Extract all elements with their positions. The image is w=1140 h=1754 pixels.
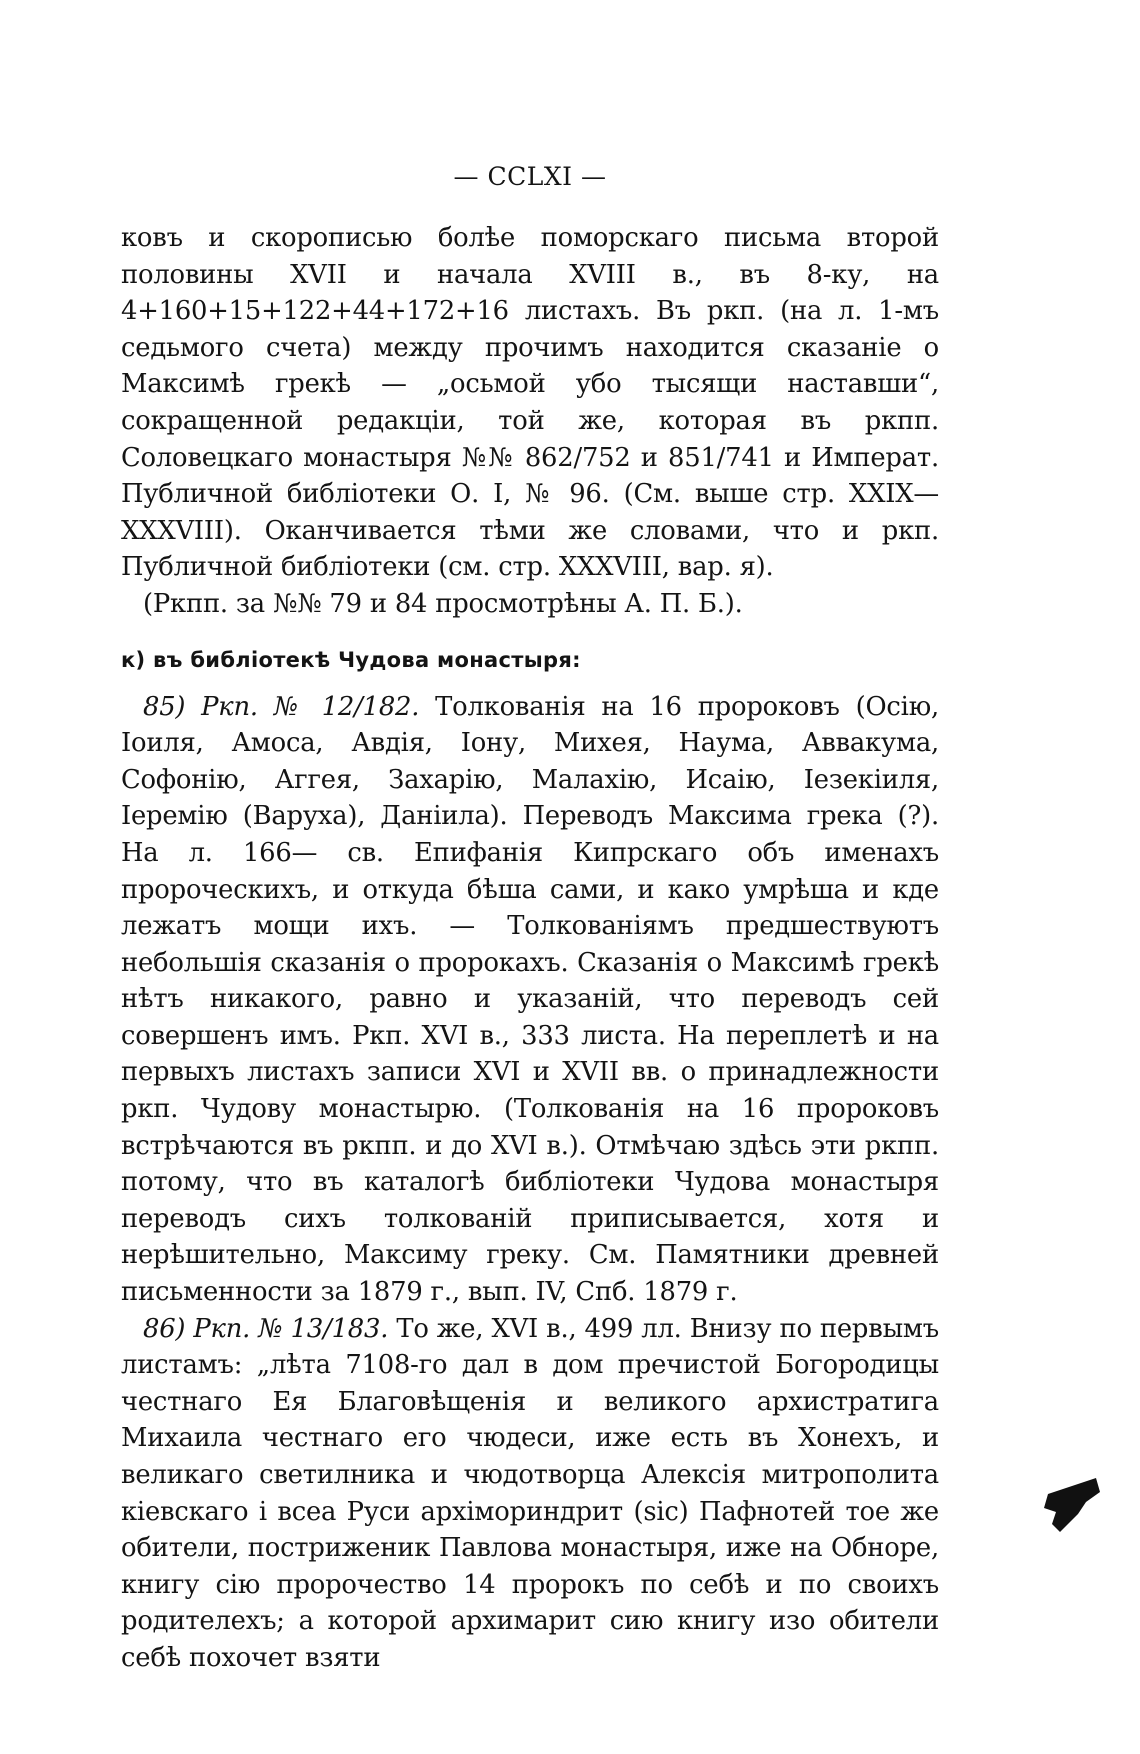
entry-86-text: То же, XVI в., 499 лл. Внизу по первымъ листамъ: „лѣта 7108-го дал в дом пречистой Богородицы честнаго Ея Благовѣщенія и великого архистратига Михаила честнаго его чюдеси, иже есть въ Хонехъ, и великаго светилника и чюдотворца Алексія митрополита кіевскаго і всеа Руси архімориндрит (sic) Пафнотей тое же обители, постриженик Павлова монастыря, иже на Обноре, книгу сію пророчество 14 пророкъ по себѣ и по своихъ родителехъ; а которой архимарит сию книгу изо обители себѣ похочет взяти	[121, 1313, 939, 1673]
entry-85	[121, 689, 939, 1311]
entry-86	[121, 1311, 939, 1677]
section-heading: к) въ библіотекѣ Чудова монастыря:	[121, 647, 581, 672]
page-folio: — CCLXI —	[453, 162, 607, 191]
entry-85-label: 85) Ркп. № 12/182.	[143, 691, 420, 722]
entry-85-text: Толкованія на 16 пророковъ (Осію, Іоиля, Амоса, Авдія, Іону, Михея, Наума, Аввакума, Софонію, Аггея, Захарію, Малахію, Исаію, Іезекіиля, Іеремію (Варуха), Даніила). Переводъ Максима грека (?). На л. 166— св. Епифанія Кипрскаго объ именахъ пророческихъ, и откуда бѣша сами, и како умрѣша и кде лежатъ мощи ихъ. — Толкованіямъ предшествуютъ небольшія сказанія о пророкахъ. Сказанія о Максимѣ грекѣ нѣтъ никакого, равно и указаній, что переводъ сей совершенъ имъ. Ркп. XVI в., 333 листа. На переплетѣ и на первыхъ листахъ записи XVI и XVII вв. о принадлежности ркп. Чудову монастырю. (Толкованія на 16 пророковъ встрѣчаются въ ркпп. и до XVI в.). Отмѣчаю здѣсь эти ркпп. потому, что въ каталогѣ библіотеки Чудова монастыря переводъ сихъ толкованій приписывается, хотя и нерѣшительно, Максиму греку. См. Памятники древней письменности за 1879 г., вып. IV, Спб. 1879 г.	[121, 691, 939, 1308]
ink-blot-mark	[1038, 1472, 1104, 1542]
continuation-note: (Ркпп. за №№ 79 и 84 просмотрѣны А. П. Б.).	[143, 588, 743, 619]
entry-86-label: 86) Ркп. № 13/183.	[143, 1313, 389, 1344]
continuation-paragraph: ковъ и скорописью болѣе поморскаго письма второй половины XVII и начала XVIII в., въ 8-ку, на 4+160+15+122+44+172+16 листахъ. Въ ркп. (на л. 1-мъ седьмого счета) между прочимъ находится сказаніе о Максимѣ грекѣ — „осьмой убо тысящи наставши“, сокращенной редакціи, той же, которая въ ркпп. Соловецкаго монастыря №№ 862/752 и 851/741 и Императ. Публичной библіотеки О. I, № 96. (См. выше стр. XXIX—XXXVIII). Оканчивается тѣми же словами, что и ркп. Публичной библіотеки (см. стр. XXXVIII, вар. я).	[121, 223, 939, 583]
page-body	[121, 150, 939, 1677]
